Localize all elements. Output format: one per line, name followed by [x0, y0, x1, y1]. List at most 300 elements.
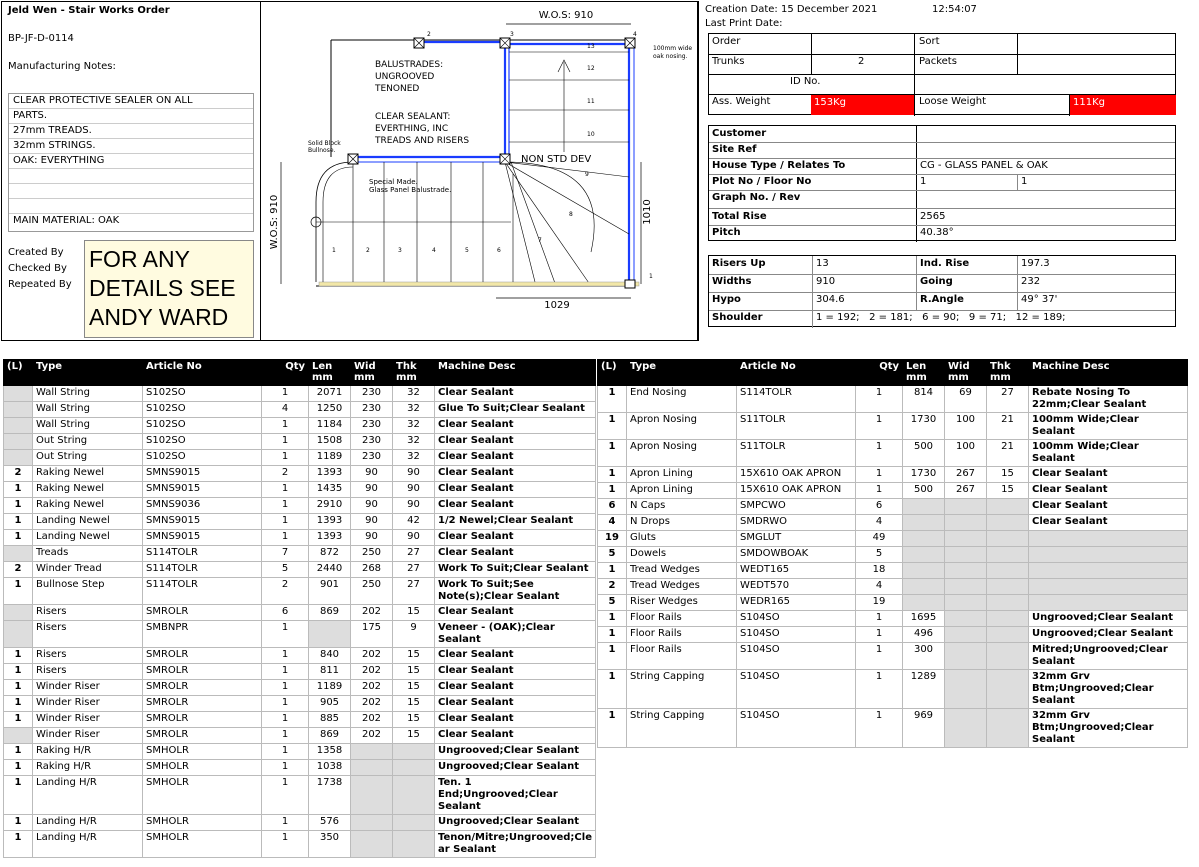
- row-qty: 1: [262, 450, 309, 466]
- row-article-no: WEDT165: [737, 563, 856, 579]
- table-row: [598, 611, 1188, 627]
- row-qty: 1: [262, 744, 309, 760]
- row-l-count: 1: [598, 611, 627, 627]
- row-length: 496: [903, 627, 945, 643]
- row-width: 230: [351, 402, 393, 418]
- r-angle-label: R.Angle: [920, 294, 964, 305]
- step-number: 8: [569, 211, 573, 218]
- row-type: Out String: [33, 450, 143, 466]
- row-type: Riser Wedges: [627, 595, 737, 611]
- row-l-count: 1: [4, 482, 33, 498]
- row-article-no: S104SO: [737, 643, 856, 670]
- contact-note-line: FOR ANY: [89, 246, 190, 272]
- col-header-desc: Machine Desc: [1029, 360, 1188, 386]
- row-length: 905: [309, 696, 351, 712]
- row-length: 350: [309, 831, 351, 858]
- row-qty: 6: [856, 499, 903, 515]
- row-type: N Drops: [627, 515, 737, 531]
- row-l-count: 1: [598, 483, 627, 499]
- row-machine-desc: Mitred;Ungrooved;Clear Sealant: [1029, 643, 1188, 670]
- table-row: [4, 605, 596, 621]
- row-thickness: [987, 547, 1029, 563]
- row-width: [351, 744, 393, 760]
- grid-divider: [709, 142, 1175, 143]
- row-width: [945, 515, 987, 531]
- row-machine-desc: 1/2 Newel;Clear Sealant: [435, 514, 596, 530]
- row-width: [945, 531, 987, 547]
- winder-line: [505, 162, 536, 286]
- row-l-count: [4, 450, 33, 466]
- row-l-count: 1: [4, 815, 33, 831]
- table-row: [4, 712, 596, 728]
- row-thickness: 32: [393, 418, 435, 434]
- row-article-no: SMHOLR: [143, 744, 262, 760]
- row-width: 250: [351, 546, 393, 562]
- row-article-no: SMROLR: [143, 664, 262, 680]
- row-article-no: S11TOLR: [737, 413, 856, 440]
- row-thickness: 42: [393, 514, 435, 530]
- step-number: 7: [538, 237, 542, 244]
- customer-info-grid: [708, 125, 1176, 241]
- row-thickness: [393, 760, 435, 776]
- row-length: [903, 531, 945, 547]
- row-width: [945, 579, 987, 595]
- col-header-type: Type: [33, 360, 143, 386]
- creation-date-label: Creation Date:: [705, 4, 778, 15]
- row-machine-desc: Clear Sealant: [435, 680, 596, 696]
- row-qty: 1: [262, 648, 309, 664]
- row-qty: 5: [856, 547, 903, 563]
- row-qty: 18: [856, 563, 903, 579]
- creation-date-value: 15 December 2021: [780, 4, 878, 15]
- table-header-row: [4, 360, 596, 386]
- row-l-count: [4, 605, 33, 621]
- table-row: [4, 450, 596, 466]
- assembled-weight-value: 153Kg: [811, 95, 914, 115]
- row-article-no: S104SO: [737, 709, 856, 748]
- row-machine-desc: Clear Sealant: [435, 434, 596, 450]
- row-length: [903, 579, 945, 595]
- table-row: [598, 499, 1188, 515]
- row-qty: 5: [262, 562, 309, 578]
- row-width: 202: [351, 696, 393, 712]
- row-type: Landing Newel: [33, 530, 143, 546]
- table-row: [598, 515, 1188, 531]
- row-qty: 1: [856, 440, 903, 467]
- row-type: Landing H/R: [33, 831, 143, 858]
- row-length: 814: [903, 386, 945, 413]
- col-header-article: Article No: [737, 360, 856, 386]
- table-row: [4, 386, 596, 402]
- table-row: [4, 728, 596, 744]
- row-l-count: 1: [4, 712, 33, 728]
- row-length: 1730: [903, 413, 945, 440]
- repeated-by-label: Repeated By: [8, 279, 72, 290]
- row-width: 202: [351, 728, 393, 744]
- step-number: 13: [587, 43, 595, 50]
- row-length: 1393: [309, 514, 351, 530]
- row-article-no: SMROLR: [143, 605, 262, 621]
- row-machine-desc: Clear Sealant: [435, 386, 596, 402]
- going-value: 232: [1021, 276, 1041, 287]
- row-article-no: S102SO: [143, 450, 262, 466]
- col-header-article: Article No: [143, 360, 262, 386]
- table-row: [598, 483, 1188, 499]
- row-length: 901: [309, 578, 351, 605]
- row-width: 202: [351, 648, 393, 664]
- row-l-count: 1: [4, 776, 33, 815]
- going-label: Going: [920, 276, 953, 287]
- row-machine-desc: Clear Sealant: [435, 530, 596, 546]
- row-machine-desc: Clear Sealant: [435, 664, 596, 680]
- row-width: [945, 627, 987, 643]
- row-qty: 1: [262, 776, 309, 815]
- row-width: 175: [351, 621, 393, 648]
- row-article-no: SMHOLR: [143, 815, 262, 831]
- row-width: 90: [351, 530, 393, 546]
- col-header-l: (L): [598, 360, 627, 386]
- row-qty: 1: [856, 709, 903, 748]
- row-l-count: 1: [598, 709, 627, 748]
- row-length: 500: [903, 483, 945, 499]
- step-number: 9: [585, 171, 589, 178]
- row-length: [903, 547, 945, 563]
- table-row: [4, 498, 596, 514]
- row-length: [903, 563, 945, 579]
- row-qty: 1: [262, 482, 309, 498]
- row-l-count: 1: [4, 760, 33, 776]
- row-article-no: SMPCWO: [737, 499, 856, 515]
- table-row: [598, 413, 1188, 440]
- step-number: 12: [587, 65, 595, 72]
- row-length: 2910: [309, 498, 351, 514]
- row-width: 90: [351, 498, 393, 514]
- row-thickness: 15: [393, 696, 435, 712]
- row-type: Wall String: [33, 418, 143, 434]
- col-header-wid: Wid mm: [945, 360, 987, 386]
- balustrade-note: BALUSTRADES: UNGROOVED TENONED: [375, 60, 444, 94]
- row-type: Raking Newel: [33, 498, 143, 514]
- row-thickness: [987, 531, 1029, 547]
- row-machine-desc: Clear Sealant: [435, 696, 596, 712]
- id-number-label: ID No.: [790, 76, 821, 87]
- step-number: 2: [366, 247, 370, 254]
- order-label: Order: [712, 36, 741, 47]
- row-qty: 1: [856, 483, 903, 499]
- row-l-count: 1: [598, 440, 627, 467]
- widths-value: 910: [816, 276, 836, 287]
- row-length: 2440: [309, 562, 351, 578]
- row-machine-desc: Ten. 1 End;Ungrooved;Clear Sealant: [435, 776, 596, 815]
- row-length: 1695: [903, 611, 945, 627]
- row-l-count: 1: [598, 627, 627, 643]
- col-header-qty: Qty: [262, 360, 309, 386]
- row-thickness: 27: [393, 546, 435, 562]
- row-thickness: 15: [393, 728, 435, 744]
- row-length: 1289: [903, 670, 945, 709]
- row-article-no: SMGLUT: [737, 531, 856, 547]
- row-machine-desc: Clear Sealant: [435, 605, 596, 621]
- row-machine-desc: Clear Sealant: [435, 546, 596, 562]
- row-qty: 1: [262, 680, 309, 696]
- row-type: Floor Rails: [627, 643, 737, 670]
- row-qty: 7: [262, 546, 309, 562]
- row-thickness: [393, 776, 435, 815]
- row-machine-desc: Tenon/Mitre;Ungrooved;Clear Sealant: [435, 831, 596, 858]
- site-ref-label: Site Ref: [712, 144, 757, 155]
- row-machine-desc: 32mm Grv Btm;Ungrooved;Clear Sealant: [1029, 670, 1188, 709]
- row-l-count: 19: [598, 531, 627, 547]
- winder-line: [505, 162, 629, 234]
- row-l-count: [4, 386, 33, 402]
- row-article-no: S114TOLR: [143, 562, 262, 578]
- row-type: Tread Wedges: [627, 579, 737, 595]
- row-thickness: [393, 831, 435, 858]
- row-width: 202: [351, 680, 393, 696]
- row-length: 969: [903, 709, 945, 748]
- row-qty: 4: [856, 579, 903, 595]
- special-made-note: Special Made. Glass Panel Balustrade.: [369, 178, 452, 194]
- row-length: 300: [903, 643, 945, 670]
- row-thickness: 9: [393, 621, 435, 648]
- r-angle-value: 49° 37': [1021, 294, 1058, 305]
- row-article-no: S104SO: [737, 611, 856, 627]
- row-article-no: SMDRWO: [737, 515, 856, 531]
- table-row: [4, 664, 596, 680]
- bullnose-curve: [323, 167, 353, 282]
- row-width: [351, 776, 393, 815]
- row-qty: 4: [262, 402, 309, 418]
- row-width: [351, 831, 393, 858]
- row-machine-desc: [1029, 531, 1188, 547]
- walking-line: [505, 162, 594, 252]
- row-type: Wall String: [33, 402, 143, 418]
- row-length: 872: [309, 546, 351, 562]
- row-type: String Capping: [627, 709, 737, 748]
- contact-note-line: DETAILS SEE: [89, 275, 236, 301]
- pitch-label: Pitch: [712, 227, 741, 238]
- row-thickness: 15: [393, 664, 435, 680]
- note-line: [9, 169, 253, 184]
- contact-note-box: [84, 240, 254, 338]
- dim-width-bottom: 1029: [544, 300, 570, 311]
- row-article-no: SMHOLR: [143, 831, 262, 858]
- table-row: [598, 627, 1188, 643]
- note-line: OAK: EVERYTHING: [9, 154, 253, 169]
- row-type: String Capping: [627, 670, 737, 709]
- bottom-step: [319, 282, 639, 286]
- row-thickness: [987, 499, 1029, 515]
- row-type: Winder Riser: [33, 696, 143, 712]
- row-width: [945, 611, 987, 627]
- row-width: 268: [351, 562, 393, 578]
- col-header-l: (L): [4, 360, 33, 386]
- nosing-note: 100mm wide oak nosing.: [653, 45, 693, 60]
- row-length: 1358: [309, 744, 351, 760]
- packets-label: Packets: [919, 56, 957, 67]
- document-title: Jeld Wen - Stair Works Order: [8, 5, 170, 16]
- row-length: 2071: [309, 386, 351, 402]
- row-qty: 6: [262, 605, 309, 621]
- row-thickness: 90: [393, 466, 435, 482]
- row-type: Winder Riser: [33, 728, 143, 744]
- row-machine-desc: Work To Suit;Clear Sealant: [435, 562, 596, 578]
- row-length: 1184: [309, 418, 351, 434]
- row-qty: 1: [856, 386, 903, 413]
- row-qty: 1: [262, 760, 309, 776]
- row-qty: 1: [262, 386, 309, 402]
- table-row: [598, 563, 1188, 579]
- step-number: 5: [465, 247, 469, 254]
- post-number: 1: [649, 273, 653, 280]
- row-article-no: S114TOLR: [737, 386, 856, 413]
- row-thickness: 15: [987, 467, 1029, 483]
- row-l-count: 1: [4, 831, 33, 858]
- row-length: 1393: [309, 530, 351, 546]
- row-qty: 1: [856, 611, 903, 627]
- row-l-count: 1: [598, 643, 627, 670]
- row-l-count: [4, 621, 33, 648]
- row-type: N Caps: [627, 499, 737, 515]
- col-header-desc: Machine Desc: [435, 360, 596, 386]
- row-l-count: 1: [4, 680, 33, 696]
- row-thickness: 27: [393, 562, 435, 578]
- row-qty: 1: [856, 467, 903, 483]
- row-type: Landing H/R: [33, 815, 143, 831]
- checked-by-label: Checked By: [8, 263, 67, 274]
- row-qty: 1: [262, 712, 309, 728]
- row-length: 1393: [309, 466, 351, 482]
- row-length: 1730: [903, 467, 945, 483]
- row-article-no: SMBNPR: [143, 621, 262, 648]
- row-width: 230: [351, 434, 393, 450]
- table-row: [4, 744, 596, 760]
- row-width: [351, 760, 393, 776]
- col-header-type: Type: [627, 360, 737, 386]
- row-l-count: 2: [4, 562, 33, 578]
- table-row: [598, 670, 1188, 709]
- row-thickness: 21: [987, 440, 1029, 467]
- row-qty: 1: [856, 413, 903, 440]
- row-length: 1738: [309, 776, 351, 815]
- row-machine-desc: Clear Sealant: [435, 728, 596, 744]
- row-qty: 2: [262, 466, 309, 482]
- row-length: 500: [903, 440, 945, 467]
- row-article-no: SMNS9015: [143, 482, 262, 498]
- row-qty: 1: [856, 670, 903, 709]
- post-number: 2: [427, 31, 431, 38]
- row-machine-desc: Work To Suit;See Note(s);Clear Sealant: [435, 578, 596, 605]
- table-row: [598, 386, 1188, 413]
- table-row: [4, 815, 596, 831]
- row-article-no: SMROLR: [143, 680, 262, 696]
- row-type: Landing Newel: [33, 514, 143, 530]
- row-article-no: SMHOLR: [143, 776, 262, 815]
- row-l-count: 1: [4, 744, 33, 760]
- row-type: Dowels: [627, 547, 737, 563]
- table-row: [598, 579, 1188, 595]
- row-thickness: 90: [393, 482, 435, 498]
- row-machine-desc: Clear Sealant: [1029, 499, 1188, 515]
- row-l-count: 5: [598, 595, 627, 611]
- header-left-panel: [1, 1, 261, 341]
- row-article-no: S11TOLR: [737, 440, 856, 467]
- row-thickness: 15: [393, 605, 435, 621]
- table-row: [598, 643, 1188, 670]
- row-type: Risers: [33, 605, 143, 621]
- row-thickness: [987, 595, 1029, 611]
- row-article-no: S104SO: [737, 627, 856, 643]
- step-number: 6: [497, 247, 501, 254]
- order-reference: BP-JF-D-0114: [8, 33, 74, 44]
- row-thickness: [987, 611, 1029, 627]
- row-type: Floor Rails: [627, 611, 737, 627]
- table-row: [4, 680, 596, 696]
- row-type: Apron Nosing: [627, 440, 737, 467]
- row-width: [945, 595, 987, 611]
- left-table-body: [4, 386, 596, 858]
- total-rise-value: 2565: [920, 211, 946, 222]
- row-machine-desc: Ungrooved;Clear Sealant: [1029, 611, 1188, 627]
- row-length: 1189: [309, 450, 351, 466]
- row-article-no: WEDT570: [737, 579, 856, 595]
- row-type: Apron Lining: [627, 483, 737, 499]
- col-header-len: Len mm: [309, 360, 351, 386]
- dim-height-right: 1010: [642, 199, 653, 225]
- winder-line: [511, 162, 556, 286]
- row-width: 230: [351, 418, 393, 434]
- row-l-count: [4, 546, 33, 562]
- row-article-no: SMROLR: [143, 648, 262, 664]
- parts-table-left: [3, 359, 596, 858]
- row-thickness: 21: [987, 413, 1029, 440]
- row-machine-desc: 32mm Grv Btm;Ungrooved;Clear Sealant: [1029, 709, 1188, 748]
- order-summary-grid: [708, 33, 1176, 115]
- shoulder-label: Shoulder: [712, 312, 763, 323]
- row-length: 885: [309, 712, 351, 728]
- row-width: 90: [351, 482, 393, 498]
- table-row: [4, 696, 596, 712]
- col-header-len: Len mm: [903, 360, 945, 386]
- note-line: PARTS.: [9, 109, 253, 124]
- table-row: [4, 418, 596, 434]
- row-l-count: 1: [4, 578, 33, 605]
- row-article-no: S102SO: [143, 386, 262, 402]
- row-article-no: SMROLR: [143, 712, 262, 728]
- manufacturing-notes-label: Manufacturing Notes:: [8, 61, 116, 72]
- row-thickness: [987, 579, 1029, 595]
- row-qty: 1: [262, 831, 309, 858]
- created-by-label: Created By: [8, 247, 64, 258]
- graph-rev-label: Graph No. / Rev: [712, 192, 801, 203]
- row-length: 840: [309, 648, 351, 664]
- row-thickness: 27: [393, 578, 435, 605]
- row-machine-desc: Ungrooved;Clear Sealant: [435, 744, 596, 760]
- dim-wos-top: W.O.S: 910: [538, 10, 594, 21]
- note-line: [9, 184, 253, 199]
- shoulder-value: 1 = 192; 2 = 181; 6 = 90; 9 = 71; 12 = 189;: [816, 312, 1066, 323]
- post-number: 4: [633, 31, 637, 38]
- row-thickness: 32: [393, 402, 435, 418]
- row-qty: 49: [856, 531, 903, 547]
- row-type: Landing H/R: [33, 776, 143, 815]
- ind-rise-value: 197.3: [1021, 258, 1050, 269]
- plot-number-value: 1: [920, 176, 927, 187]
- row-machine-desc: 100mm Wide;Clear Sealant: [1029, 413, 1188, 440]
- step-number: 10: [587, 131, 595, 138]
- grid-divider: [709, 74, 1175, 75]
- row-l-count: 1: [4, 530, 33, 546]
